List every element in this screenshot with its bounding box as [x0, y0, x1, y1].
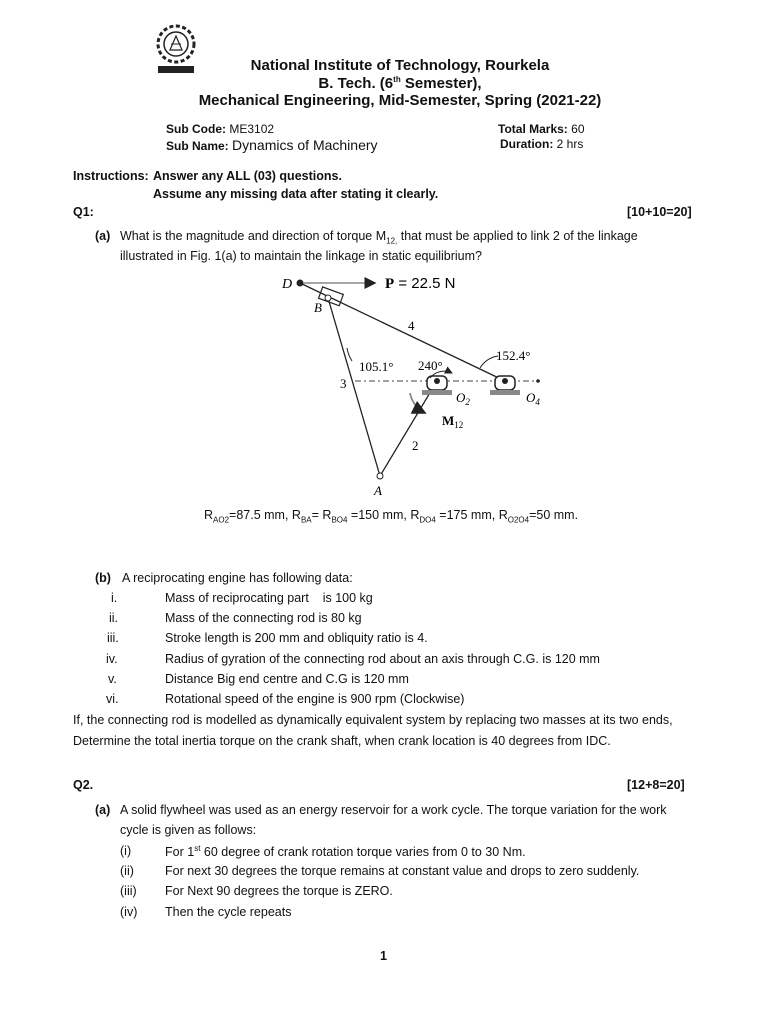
q1-marks: [10+10=20] [627, 205, 692, 219]
list-item: For 1st 60 degree of crank rotation torque varies from 0 to 30 Nm. [165, 844, 526, 860]
joint-b [325, 295, 331, 301]
label-link4: 4 [408, 318, 415, 333]
q1b-label: (b) [95, 571, 111, 585]
sub-code: Sub Code: ME3102 [166, 122, 275, 136]
link-3 [328, 298, 380, 476]
list-item-num: (ii) [120, 864, 134, 878]
label-b: B [314, 300, 322, 315]
list-item-num: vi. [106, 692, 119, 706]
list-item: Then the cycle repeats [165, 905, 292, 919]
dimensions-line: $R_{AO2}=87.5$ mm, $R_{BA}= R_{BO4} =150$ mm, $R_{DO4} =175$ mm, $R_{O2O4}=50$ mm. [204, 508, 579, 525]
instructions-line1: Answer any ALL (03) questions. [153, 169, 342, 183]
q1b-para2: Determine the total inertia torque on the crank shaft, when crank location is 40 degrees from IDC. [73, 734, 611, 748]
q1a-label: (a) [95, 229, 111, 243]
instructions-label: Instructions: [73, 169, 149, 183]
label-link3: 3 [340, 376, 347, 391]
label-angle2: 240° [418, 358, 443, 373]
label-a: A [374, 483, 382, 498]
angle-arc-1 [347, 348, 352, 361]
ground-o4 [490, 376, 520, 395]
institute-name: National Institute of Technology, Rourkela [250, 57, 550, 74]
list-item-num: (iii) [120, 884, 137, 898]
list-item-num: (iv) [120, 905, 138, 919]
list-item-num: iii. [107, 631, 119, 645]
list-item: Mass of the connecting rod is 80 kg [165, 611, 362, 625]
label-m12: $M_{12}$ [442, 413, 464, 430]
list-item-num: ii. [109, 611, 119, 625]
label-p: P = 22.5 N [385, 275, 456, 292]
ground-o2 [422, 376, 452, 395]
label-o2: $O_2$ [456, 390, 470, 407]
list-item: Mass of reciprocating part is 100 kg [165, 591, 373, 605]
linkage-figure [270, 268, 570, 500]
duration: Duration: 2 hrs [500, 137, 584, 151]
q2a-line2: cycle is given as follows: [120, 823, 257, 837]
q1b-intro: A reciprocating engine has following data: [122, 571, 353, 585]
moment-arrow [410, 393, 425, 413]
link-2 [380, 381, 437, 476]
list-item-num: i. [111, 591, 118, 605]
q1b-para1: If, the connecting rod is modelled as dynamically equivalent system by replacing two masses at its two ends, [73, 713, 673, 727]
list-item-num: (i) [120, 844, 132, 858]
q1a-text-line1: What is the magnitude and direction of torque $M_{12,}$ that must be applied to link 2 of the linkage [120, 229, 638, 246]
program-line: B. Tech. (6th Semester), [318, 75, 482, 92]
label-angle3: 152.4° [496, 348, 531, 363]
label-d: D [282, 277, 293, 292]
q2-marks: [12+8=20] [627, 778, 685, 792]
list-item-num: v. [108, 672, 117, 686]
list-item: For next 30 degrees the torque remains at constant value and drops to zero suddenly. [165, 864, 640, 878]
q1a-text-line2: illustrated in Fig. 1(a) to maintain the linkage in static equilibrium? [120, 249, 482, 263]
q2a-label: (a) [95, 803, 111, 817]
q2a-line1: A solid flywheel was used as an energy reservoir for a work cycle. The torque variation for the work [120, 803, 667, 817]
list-item: Stroke length is 200 mm and obliquity ratio is 4. [165, 631, 428, 645]
page-number: 1 [380, 949, 387, 963]
label-angle1: 105.1° [359, 359, 394, 374]
list-item-num: iv. [106, 652, 118, 666]
list-item: For Next 90 degrees the torque is ZERO. [165, 884, 393, 898]
q1-label: Q1: [73, 205, 94, 219]
list-item: Radius of gyration of the connecting rod about an axis through C.G. is 120 mm [165, 652, 600, 666]
joint-a [377, 473, 383, 479]
total-marks: Total Marks: 60 [498, 122, 585, 136]
list-item: Rotational speed of the engine is 900 rpm (Clockwise) [165, 692, 465, 706]
list-item: Distance Big end centre and C.G is 120 mm [165, 672, 409, 686]
label-link2: 2 [412, 438, 419, 453]
point-end [536, 379, 540, 383]
label-o4: $O_4$ [526, 390, 540, 407]
instructions-line2: Assume any missing data after stating it clearly. [153, 187, 439, 201]
sub-name: Sub Name: Dynamics of Machinery [166, 137, 378, 153]
exam-line: Mechanical Engineering, Mid-Semester, Spring (2021-22) [198, 92, 602, 109]
q2-label: Q2. [73, 778, 94, 792]
